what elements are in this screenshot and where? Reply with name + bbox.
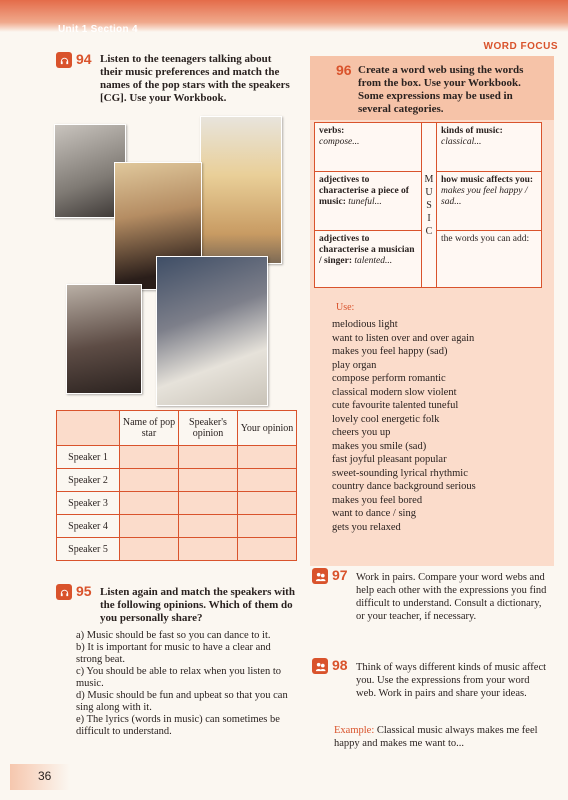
list-item: d) Music should be fun and upbeat so that you can sing along with it.	[76, 690, 288, 713]
word-line: makes you feel happy (sad)	[332, 346, 448, 357]
use-label: Use:	[336, 302, 355, 313]
word-web-table	[314, 122, 542, 288]
word-line: cheers you up	[332, 427, 391, 438]
word-line: fast joyful pleasant popular	[332, 454, 447, 465]
opinion-list	[76, 630, 296, 738]
list-item: c) You should be able to relax when you listen to music.	[76, 666, 282, 689]
table-row	[57, 492, 297, 515]
unit-label: Unit 1 Section 4	[58, 24, 138, 35]
word-line: sweet-sounding lyrical rhythmic	[332, 467, 468, 479]
speaker-table	[56, 410, 297, 561]
column-header: Name of pop star	[120, 411, 179, 446]
music-center: M U S I C	[422, 123, 437, 288]
page-number: 36	[38, 769, 52, 783]
exercise-95-instructions: Listen again and match the speakers with the following opinions. Which of them do you personally share?	[100, 586, 295, 624]
word-line: makes you feel bored	[332, 494, 423, 506]
exercise-97-instructions: Work in pairs. Compare your word webs and help each other with the expressions you find difficult to understand. Consult a dictionary, or your teacher, if necessary.	[356, 572, 547, 622]
pair-work-icon	[312, 658, 328, 674]
word-box	[332, 318, 542, 534]
adj-piece-cell: adjectives to characterise a piece of music: tuneful...	[315, 172, 422, 231]
table-row	[57, 538, 297, 561]
word-line: lovely cool energetic folk	[332, 413, 440, 425]
word-line: want to listen over and over again	[332, 332, 475, 344]
headphones-icon	[56, 584, 72, 600]
column-header: Speaker's opinion	[179, 411, 238, 446]
pop-star-photo	[66, 284, 142, 394]
row-label: Speaker 3	[57, 492, 120, 515]
exercise-94-instructions: Listen to the teenagers talking about their music preferences and match the names of the pop stars with the speakers [CG]. Use your Workbook.	[100, 53, 290, 104]
column-header: Your opinion	[238, 411, 297, 446]
list-item: e) The lyrics (words in music) can sometimes be difficult to understand.	[76, 714, 280, 737]
kinds-cell: kinds of music: classical...	[437, 123, 542, 172]
how-cell: how music affects you: makes you feel happy / sad...	[437, 172, 542, 231]
word-line: want to dance / sing	[332, 508, 416, 519]
pop-star-photo	[156, 256, 268, 406]
word-line: gets you relaxed	[332, 521, 401, 533]
exercise-98-number: 98	[332, 657, 348, 673]
word-line: classical modern slow violent	[332, 386, 457, 398]
row-label: Speaker 4	[57, 515, 120, 538]
table-row	[57, 515, 297, 538]
table-corner	[57, 411, 120, 446]
exercise-95-number: 95	[76, 583, 92, 599]
adj-musician-cell: adjectives to characterise a musician / singer: talented...	[315, 231, 422, 288]
word-focus-label: WORD FOCUS	[483, 41, 558, 52]
word-line: play organ	[332, 359, 377, 371]
table-row	[57, 446, 297, 469]
pop-star-photos	[52, 112, 282, 402]
row-label: Speaker 1	[57, 446, 120, 469]
headphones-icon	[56, 52, 72, 68]
word-line: melodious light	[332, 319, 398, 330]
pop-star-photo	[200, 116, 282, 264]
word-line: cute favourite talented tuneful	[332, 400, 459, 411]
example-text: Classical music always makes me feel happy and makes me want to...	[334, 725, 538, 749]
word-line: makes you smile (sad)	[332, 440, 427, 452]
exercise-98-instructions: Think of ways different kinds of music affect you. Use the expressions from your word web. Work in pairs and share your ideas.	[356, 662, 547, 699]
exercise-94-number: 94	[76, 51, 92, 67]
exercise-97-number: 97	[332, 567, 348, 583]
exercise-98-example	[334, 724, 546, 750]
list-item: b) It is important for music to have a clear and strong beat.	[76, 642, 271, 665]
row-label: Speaker 5	[57, 538, 120, 561]
exercise-96-instructions: Create a word web using the words from the box. Use your Workbook. Some expressions may be used in several categories.	[358, 64, 524, 115]
table-row	[57, 469, 297, 492]
word-line: compose perform romantic	[332, 373, 446, 384]
word-line: country dance background serious	[332, 481, 476, 492]
row-label: Speaker 2	[57, 469, 120, 492]
list-item: a) Music should be fast so you can dance to it.	[76, 630, 271, 641]
pair-work-icon	[312, 568, 328, 584]
example-label: Example:	[334, 725, 375, 736]
other-cell: the words you can add:	[437, 231, 542, 288]
verbs-cell: verbs: compose...	[315, 123, 422, 172]
exercise-96-number: 96	[336, 62, 352, 78]
